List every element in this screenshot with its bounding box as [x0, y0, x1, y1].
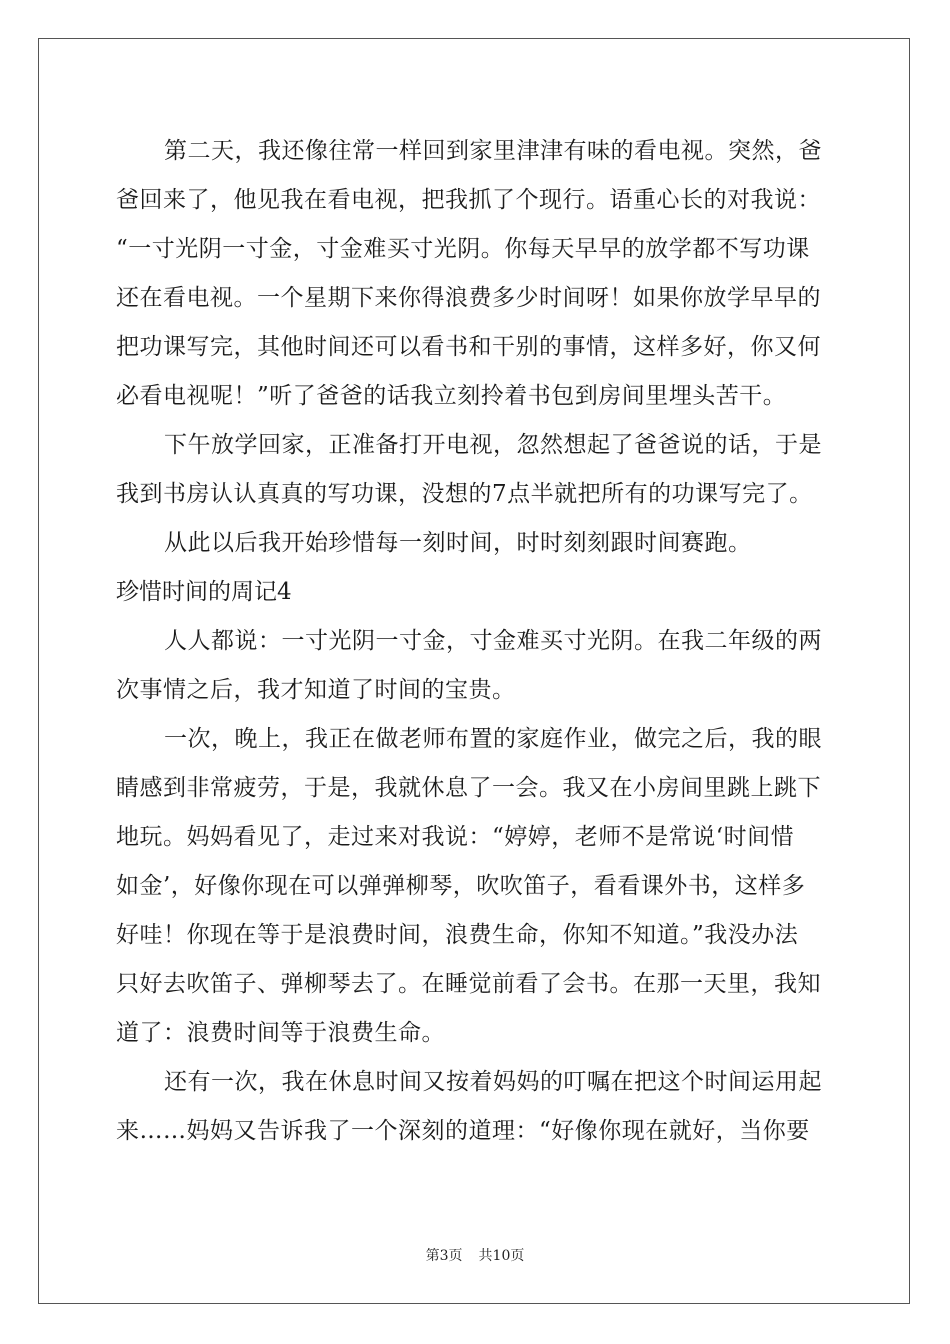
text-line: 次事情之后，我才知道了时间的宝贵。 [116, 677, 516, 703]
paragraph [116, 421, 832, 519]
text-line: 睛感到非常疲劳，于是，我就休息了一会。我又在小房间里跳上跳下 [116, 775, 821, 801]
paragraph [116, 617, 832, 715]
text-line: 道了：浪费时间等于浪费生命。 [116, 1020, 445, 1046]
text-line: 人人都说：一寸光阴一寸金，寸金难买寸光阴。在我二年级的两 [164, 628, 822, 654]
text-line: 从此以后我开始珍惜每一刻时间，时时刻刻跟时间赛跑。 [164, 530, 752, 556]
text-line: 把功课写完，其他时间还可以看书和干别的事情，这样多好，你又何 [116, 334, 821, 360]
text-line: 来……妈妈又告诉我了一个深刻的道理：“好像你现在就好，当你要 [116, 1118, 810, 1144]
page-total: 共10页 [478, 1248, 525, 1264]
page-footer [0, 1245, 950, 1265]
text-line: 地玩。妈妈看见了，走过来对我说：“婷婷，老师不是常说‘时间惜 [116, 824, 795, 850]
text-line: 只好去吹笛子、弹柳琴去了。在睡觉前看了会书。在那一天里，我知 [116, 971, 821, 997]
section-heading [116, 568, 832, 617]
heading-text: 珍惜时间的周记4 [116, 579, 292, 605]
document-body [116, 127, 832, 1156]
text-line: 还有一次，我在休息时间又按着妈妈的叮嘱在把这个时间运用起 [164, 1069, 822, 1095]
text-line: 好哇！你现在等于是浪费时间，浪费生命，你知不知道。”我没办法 [116, 922, 799, 948]
text-line: “一寸光阴一寸金，寸金难买寸光阴。你每天早早的放学都不写功课 [116, 236, 810, 262]
text-line: 下午放学回家，正准备打开电视，忽然想起了爸爸说的话，于是 [164, 432, 822, 458]
paragraph [116, 715, 832, 1058]
text-line: 如金’，好像你现在可以弹弹柳琴，吹吹笛子，看看课外书，这样多 [116, 873, 806, 899]
text-line: 第二天，我还像往常一样回到家里津津有味的看电视。突然，爸 [164, 138, 822, 164]
text-line: 还在看电视。一个星期下来你得浪费多少时间呀！如果你放学早早的 [116, 285, 821, 311]
paragraph [116, 127, 832, 421]
text-line: 我到书房认认真真的写功课，没想的7点半就把所有的功课写完了。 [116, 481, 813, 507]
text-line: 一次，晚上，我正在做老师布置的家庭作业，做完之后，我的眼 [164, 726, 822, 752]
text-line: 必看电视呢！”听了爸爸的话我立刻拎着书包到房间里埋头苦干。 [116, 383, 787, 409]
page-number: 第3页 [425, 1248, 463, 1264]
paragraph [116, 519, 832, 568]
text-line: 爸回来了，他见我在看电视，把我抓了个现行。语重心长的对我说： [116, 187, 821, 213]
paragraph [116, 1058, 832, 1156]
